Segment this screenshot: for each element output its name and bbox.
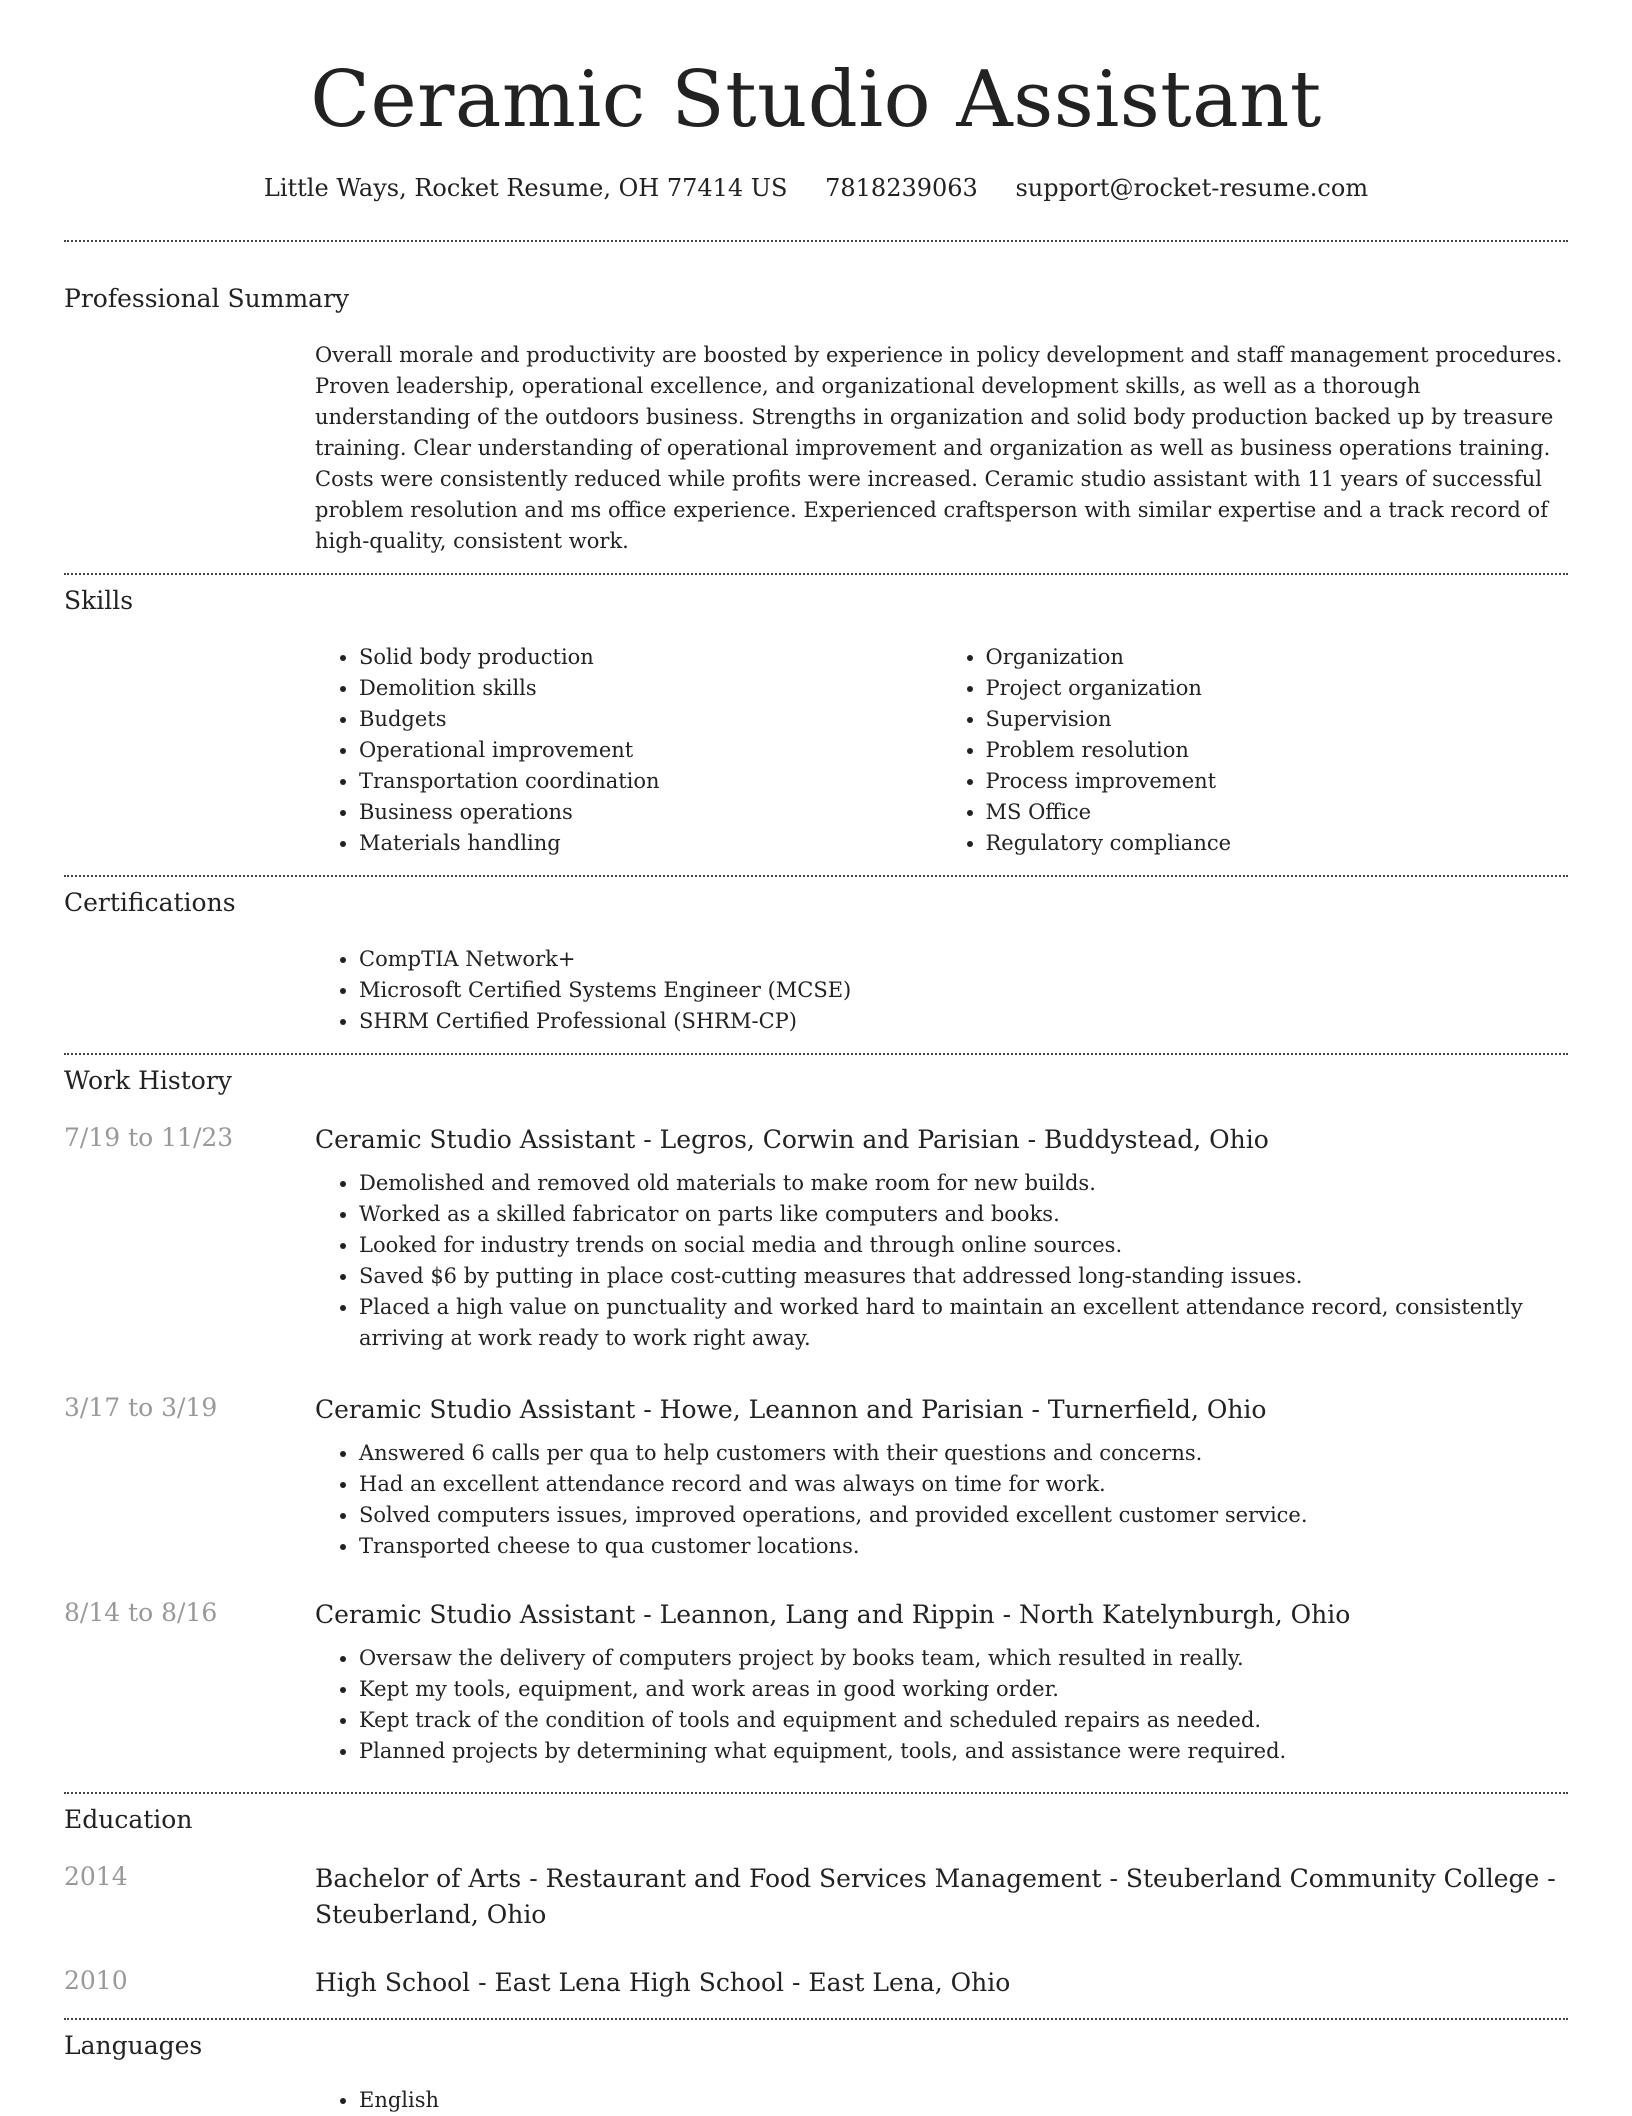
skills-column-right [942, 642, 1569, 859]
job-entry [315, 1597, 1568, 1767]
skill-item: • Operational improvement [359, 735, 942, 766]
job-bullet: • Worked as a skilled fabricator on parts like computers and books. [359, 1199, 1568, 1230]
job-bullets [315, 1168, 1568, 1354]
education-heading: Bachelor of Arts - Restaurant and Food Services Management - Steuberland Community College - Steuberland, Ohio [315, 1864, 1556, 1929]
language-item: • English [359, 2085, 1568, 2116]
skill-item: • Demolition skills [359, 673, 942, 704]
job-dates: 7/19 to 11/23 [64, 1123, 234, 1152]
skills-column-left [315, 642, 942, 859]
work-section-title: Work History [64, 1066, 232, 1095]
skill-item: • Regulatory compliance [986, 828, 1569, 859]
summary-section-title: Professional Summary [64, 284, 350, 313]
section-divider [64, 240, 1568, 242]
certification-item: • SHRM Certified Professional (SHRM-CP) [359, 1006, 1568, 1037]
certifications-list [315, 944, 1568, 1037]
skill-item: • Solid body production [359, 642, 942, 673]
skill-item: • Project organization [986, 673, 1569, 704]
job-bullets [315, 1643, 1568, 1767]
certification-item: • Microsoft Certified Systems Engineer (MCSE) [359, 975, 1568, 1006]
job-bullet: • Looked for industry trends on social media and through online sources. [359, 1230, 1568, 1261]
summary-text: Overall morale and productivity are boosted by experience in policy development and staff management procedures. Proven leadership, operational excellence, and organizational development skills, as well as a thorough understanding of the outdoors business. Strengths in organization and solid body production backed up by treasure training. Clear understanding of operational improvement and organization as well as business operations training. Costs were consistently reduced while profits were increased. Ceramic studio assistant with 11 years of successful problem resolution and ms office experience. Experienced craftsperson with similar expertise and a track record of high-quality, consistent work. [315, 343, 1563, 553]
skills-section-title: Skills [64, 586, 134, 615]
languages-list [315, 2085, 1568, 2116]
skill-item: • Supervision [986, 704, 1569, 735]
contact-email: support@rocket-resume.com [1015, 174, 1369, 202]
skill-item: • Organization [986, 642, 1569, 673]
job-entry [315, 1392, 1568, 1562]
education-section-title: Education [64, 1805, 193, 1834]
job-bullet: • Kept track of the condition of tools and equipment and scheduled repairs as needed. [359, 1705, 1568, 1736]
skill-item: • Business operations [359, 797, 942, 828]
job-bullet: • Kept my tools, equipment, and work areas in good working order. [359, 1674, 1568, 1705]
resume-name: Ceramic Studio Assistant [310, 55, 1322, 145]
job-bullet: • Demolished and removed old materials to make room for new builds. [359, 1168, 1568, 1199]
job-entry [315, 1122, 1568, 1354]
job-bullet: • Solved computers issues, improved operations, and provided excellent customer service. [359, 1500, 1568, 1531]
contact-line [0, 174, 1632, 202]
job-dates: 3/17 to 3/19 [64, 1393, 218, 1422]
job-bullet: • Oversaw the delivery of computers project by books team, which resulted in really. [359, 1643, 1568, 1674]
job-bullet: • Answered 6 calls per qua to help customers with their questions and concerns. [359, 1438, 1568, 1469]
contact-address: Little Ways, Rocket Resume, OH 77414 US [263, 174, 788, 202]
job-heading: Ceramic Studio Assistant - Leannon, Lang and Rippin - North Katelynburgh, Ohio [315, 1600, 1351, 1629]
job-bullet: • Had an excellent attendance record and was always on time for work. [359, 1469, 1568, 1500]
skills-list [315, 642, 1568, 859]
skill-item: • Budgets [359, 704, 942, 735]
certifications-section-title: Certifications [64, 888, 236, 917]
job-dates: 8/14 to 8/16 [64, 1598, 218, 1627]
education-heading: High School - East Lena High School - East Lena, Ohio [315, 1968, 1011, 1997]
job-bullet: • Planned projects by determining what equipment, tools, and assistance were required. [359, 1736, 1568, 1767]
job-bullet: • Placed a high value on punctuality and worked hard to maintain an excellent attendance record, consistently arriving at work ready to work right away. [359, 1292, 1568, 1354]
skill-item: • MS Office [986, 797, 1569, 828]
skill-item: • Process improvement [986, 766, 1569, 797]
section-divider [64, 2018, 1568, 2020]
skill-item: • Transportation coordination [359, 766, 942, 797]
section-divider [64, 1053, 1568, 1055]
job-bullet: • Transported cheese to qua customer locations. [359, 1531, 1568, 1562]
education-year: 2010 [64, 1966, 128, 1995]
skill-item: • Materials handling [359, 828, 942, 859]
languages-section-title: Languages [64, 2031, 203, 2060]
job-bullets [315, 1438, 1568, 1562]
job-bullet: • Saved $6 by putting in place cost-cutting measures that addressed long-standing issues. [359, 1261, 1568, 1292]
certification-item: • CompTIA Network+ [359, 944, 1568, 975]
contact-phone: 7818239063 [825, 174, 978, 202]
skill-item: • Problem resolution [986, 735, 1569, 766]
section-divider [64, 875, 1568, 877]
section-divider [64, 1792, 1568, 1794]
education-year: 2014 [64, 1862, 128, 1891]
job-heading: Ceramic Studio Assistant - Howe, Leannon and Parisian - Turnerfield, Ohio [315, 1395, 1267, 1424]
section-divider [64, 573, 1568, 575]
job-heading: Ceramic Studio Assistant - Legros, Corwin and Parisian - Buddystead, Ohio [315, 1125, 1269, 1154]
